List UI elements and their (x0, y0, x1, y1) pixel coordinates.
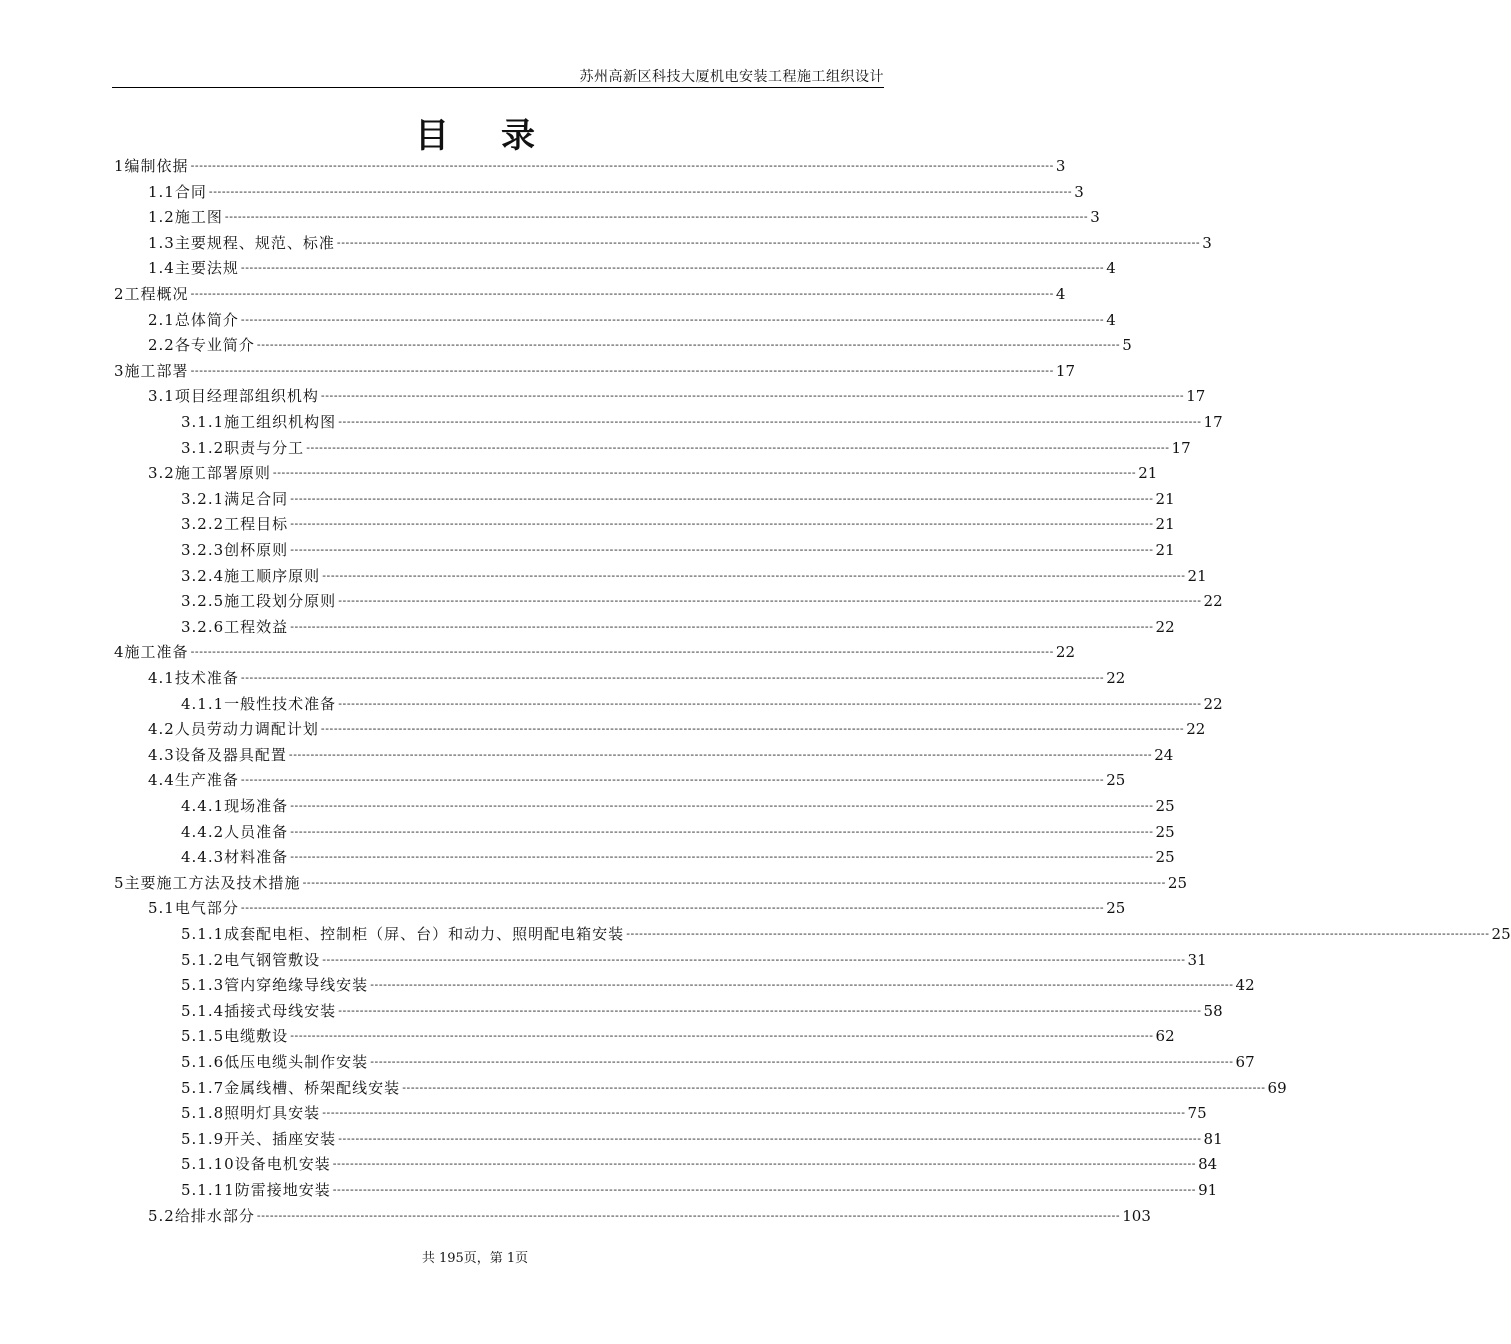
toc-entry-page: 91 (1198, 1181, 1218, 1199)
toc-entry-title: 材料准备 (224, 848, 289, 867)
toc-entry-number: 3.2.4 (181, 566, 225, 585)
toc-dot-leader: -------------------------------------------------------------------------------------------------------------------------------------------------------------------------------------------------------- (336, 235, 1201, 249)
toc-entry-page: 4 (1106, 310, 1116, 329)
toc-dot-leader: -------------------------------------------------------------------------------------------------------------------------------------------------------------------------------------------------------- (320, 389, 1185, 403)
toc-entry-page: 22 (1186, 720, 1206, 739)
toc-entry-title: 工程效益 (224, 617, 289, 636)
toc-entry-number: 2 (114, 285, 125, 303)
toc-entry-number: 5.1.9 (181, 1129, 225, 1148)
toc-entry-number: 5.1.8 (181, 1104, 225, 1123)
toc-entry-title: 创杯原则 (224, 541, 289, 559)
toc-entry-title: 管内穿绝缘导线安装 (224, 976, 369, 995)
toc-entry-page: 17 (1055, 361, 1076, 380)
toc-entry-title: 主要规程、规范、标准 (174, 233, 335, 252)
toc-entry-page: 22 (1055, 643, 1076, 662)
toc-entry-number: 4.4.3 (181, 848, 225, 867)
toc-entry-number: 2.1 (148, 310, 175, 329)
toc-entry-number: 3 (114, 361, 125, 380)
toc-entry-page: 4 (1055, 285, 1066, 303)
toc-entry-number: 5.1 (148, 899, 175, 918)
toc-entry-page: 81 (1203, 1129, 1223, 1148)
toc-entry-title: 给排水部分 (174, 1206, 255, 1225)
toc-entry-title: 照明灯具安装 (224, 1104, 321, 1123)
toc-entry[interactable] (181, 693, 1223, 715)
toc-entry-page: 21 (1138, 464, 1158, 483)
toc-entry-number: 3.2.3 (181, 541, 225, 559)
toc-entry[interactable] (148, 718, 1206, 740)
toc-entry-title: 电缆敷设 (224, 1027, 289, 1046)
toc-entry-title: 设备及器具配置 (174, 745, 287, 764)
toc-entry-title: 金属线槽、桥架配线安装 (224, 1078, 401, 1097)
toc-entry[interactable] (181, 795, 1175, 817)
toc-entry-page: 75 (1187, 1104, 1207, 1123)
toc-entry-title: 施工部署 (124, 361, 189, 380)
toc-entry-page: 22 (1106, 669, 1126, 687)
toc-dot-leader: -------------------------------------------------------------------------------------------------------------------------------------------------------------------------------------------------------- (322, 568, 1186, 582)
toc-dot-leader: -------------------------------------------------------------------------------------------------------------------------------------------------------------------------------------------------------- (256, 1208, 1121, 1222)
toc-entry-page: 22 (1155, 617, 1175, 636)
toc-entry-page: 4 (1106, 259, 1116, 278)
toc-dot-leader: -------------------------------------------------------------------------------------------------------------------------------------------------------------------------------------------------------- (240, 671, 1105, 684)
toc-entry[interactable] (181, 1025, 1175, 1047)
toc-entry[interactable] (181, 539, 1175, 561)
toc-entry[interactable] (148, 1205, 1151, 1227)
toc-entry-title: 设备电机安装 (234, 1155, 331, 1174)
toc-entry-page: 21 (1155, 489, 1175, 508)
toc-entry[interactable] (181, 411, 1223, 433)
toc-dot-leader: -------------------------------------------------------------------------------------------------------------------------------------------------------------------------------------------------------- (370, 978, 1234, 992)
toc-entry-number: 4.3 (148, 745, 175, 764)
toc-entry[interactable] (148, 667, 1126, 689)
toc-entry[interactable] (148, 769, 1126, 791)
toc-entry-page: 22 (1203, 694, 1223, 713)
toc-dot-leader: -------------------------------------------------------------------------------------------------------------------------------------------------------------------------------------------------------- (338, 1003, 1202, 1017)
toc-entry-title: 施工顺序原则 (224, 566, 321, 585)
toc-entry-title: 防雷接地安装 (234, 1181, 331, 1199)
toc-entry[interactable] (181, 590, 1223, 612)
toc-dot-leader: -------------------------------------------------------------------------------------------------------------------------------------------------------------------------------------------------------- (190, 287, 1054, 300)
toc-entry-number: 3.2 (148, 464, 175, 483)
toc-entry-number: 1.4 (148, 259, 175, 278)
toc-entry-page: 17 (1186, 387, 1206, 406)
toc-entry-title: 施工准备 (124, 643, 189, 662)
toc-entry-number: 5.1.5 (181, 1027, 225, 1046)
toc-entry-number: 3.2.5 (181, 592, 225, 611)
toc-entry[interactable] (181, 1000, 1223, 1022)
toc-entry-title: 合同 (174, 182, 207, 201)
toc-entry-title: 施工段划分原则 (224, 592, 337, 611)
toc-entry-title: 人员准备 (224, 822, 289, 841)
toc-entry-page: 5 (1122, 336, 1132, 355)
toc-entry-page: 25 (1167, 873, 1188, 892)
toc-dot-leader: -------------------------------------------------------------------------------------------------------------------------------------------------------------------------------------------------------- (332, 1157, 1197, 1171)
toc-entry[interactable] (148, 334, 1132, 356)
toc-entry[interactable] (181, 1153, 1218, 1175)
toc-dot-leader: -------------------------------------------------------------------------------------------------------------------------------------------------------------------------------------------------------- (288, 747, 1153, 761)
toc-entry-page: 25 (1106, 899, 1126, 918)
toc-entry-number: 4.4.1 (181, 797, 225, 815)
toc-entry-title: 总体简介 (174, 310, 239, 329)
toc-dot-leader: -------------------------------------------------------------------------------------------------------------------------------------------------------------------------------------------------------- (290, 824, 1154, 838)
toc-entry-title: 一般性技术准备 (224, 694, 337, 713)
toc-entry[interactable] (148, 385, 1206, 407)
toc-entry-number: 1.3 (148, 233, 175, 252)
toc-dot-leader: -------------------------------------------------------------------------------------------------------------------------------------------------------------------------------------------------------- (290, 491, 1154, 505)
toc-entry-page: 25 (1155, 848, 1175, 867)
toc-entry[interactable] (148, 257, 1116, 279)
toc-entry-number: 4 (114, 643, 125, 662)
toc-entry[interactable] (148, 206, 1100, 228)
toc-entry-number: 5.1.4 (181, 1001, 225, 1020)
toc-entry-title: 电气钢管敷设 (224, 950, 321, 969)
toc-entry-title: 施工部署原则 (174, 464, 271, 483)
toc-entry-title: 工程目标 (224, 515, 289, 534)
toc-entry-title: 满足合同 (224, 489, 289, 508)
toc-entry-title: 编制依据 (124, 157, 189, 175)
toc-dot-leader: -------------------------------------------------------------------------------------------------------------------------------------------------------------------------------------------------------- (338, 696, 1202, 710)
toc-entry[interactable] (114, 283, 1066, 305)
toc-entry-page: 103 (1122, 1206, 1151, 1225)
toc-entry[interactable] (181, 437, 1191, 459)
toc-dot-leader: -------------------------------------------------------------------------------------------------------------------------------------------------------------------------------------------------------- (302, 875, 1166, 889)
toc-entry-page: 84 (1198, 1155, 1218, 1174)
toc-entry[interactable] (181, 1128, 1223, 1150)
toc-entry-title: 插接式母线安装 (224, 1001, 337, 1020)
toc-entry-page: 21 (1187, 566, 1207, 585)
toc-entry-page: 3 (1074, 182, 1084, 201)
toc-entry-page: 21 (1155, 515, 1175, 534)
toc-entry-page: 25 (1491, 925, 1511, 943)
toc-entry[interactable] (148, 462, 1158, 484)
toc-dot-leader: -------------------------------------------------------------------------------------------------------------------------------------------------------------------------------------------------------- (332, 1183, 1197, 1196)
toc-entry[interactable] (181, 974, 1255, 996)
toc-entry-number: 1.1 (148, 182, 175, 201)
toc-entry-number: 4.4 (148, 771, 175, 790)
toc-entry-title: 各专业简介 (174, 336, 255, 355)
toc-entry-number: 3.2.6 (181, 617, 225, 636)
toc-dot-leader: -------------------------------------------------------------------------------------------------------------------------------------------------------------------------------------------------------- (290, 517, 1154, 531)
toc-entry-number: 5.2 (148, 1206, 175, 1225)
toc-entry-number: 5.1.2 (181, 950, 225, 969)
toc-entry-number: 3.1.2 (181, 438, 225, 457)
toc-dot-leader: -------------------------------------------------------------------------------------------------------------------------------------------------------------------------------------------------------- (240, 773, 1105, 787)
toc-dot-leader: -------------------------------------------------------------------------------------------------------------------------------------------------------------------------------------------------------- (626, 927, 1490, 940)
toc-entry[interactable] (114, 360, 1076, 382)
toc-entry-page: 58 (1203, 1001, 1223, 1020)
toc-entry-page: 25 (1155, 797, 1175, 815)
toc-entry[interactable] (181, 923, 1511, 945)
toc-entry[interactable] (181, 1179, 1218, 1201)
toc-entry-page: 42 (1235, 976, 1255, 995)
toc-entry-number: 5.1.6 (181, 1053, 225, 1071)
toc-entry-page: 31 (1187, 950, 1207, 969)
toc-entry-page: 25 (1155, 822, 1175, 841)
toc-entry[interactable] (181, 1051, 1255, 1073)
toc-entry-title: 施工组织机构图 (224, 413, 337, 431)
toc-entry-number: 5.1.10 (181, 1155, 235, 1174)
toc-entry-page: 17 (1171, 438, 1191, 457)
toc-dot-leader: -------------------------------------------------------------------------------------------------------------------------------------------------------------------------------------------------------- (370, 1055, 1234, 1068)
toc-entry[interactable] (181, 949, 1207, 971)
toc-entry[interactable] (181, 1102, 1207, 1124)
toc-dot-leader: -------------------------------------------------------------------------------------------------------------------------------------------------------------------------------------------------------- (240, 901, 1105, 915)
toc-entry-number: 3.2.2 (181, 515, 225, 534)
toc-entry-title: 技术准备 (174, 669, 239, 687)
running-header: 苏州高新区科技大厦机电安装工程施工组织设计 (579, 69, 884, 85)
toc-entry[interactable] (114, 872, 1188, 894)
toc-entry-title: 项目经理部组织机构 (174, 387, 319, 406)
toc-dot-leader: -------------------------------------------------------------------------------------------------------------------------------------------------------------------------------------------------------- (322, 1106, 1186, 1120)
toc-entry[interactable] (181, 616, 1175, 638)
toc-entry-number: 4.1 (148, 669, 175, 687)
toc-dot-leader: -------------------------------------------------------------------------------------------------------------------------------------------------------------------------------------------------------- (272, 466, 1137, 480)
toc-entry-number: 4.4.2 (181, 822, 225, 841)
toc-entry[interactable] (148, 232, 1212, 254)
toc-dot-leader: -------------------------------------------------------------------------------------------------------------------------------------------------------------------------------------------------------- (290, 799, 1154, 812)
toc-entry[interactable] (148, 744, 1174, 766)
toc-dot-leader: -------------------------------------------------------------------------------------------------------------------------------------------------------------------------------------------------------- (290, 850, 1154, 864)
toc-dot-leader: -------------------------------------------------------------------------------------------------------------------------------------------------------------------------------------------------------- (338, 415, 1202, 428)
toc-entry-number: 2.2 (148, 336, 175, 355)
toc-entry[interactable] (181, 565, 1207, 587)
toc-entry-page: 69 (1267, 1078, 1287, 1097)
toc-entry-title: 主要法规 (174, 259, 239, 278)
toc-entry-title: 现场准备 (224, 797, 289, 815)
toc-dot-leader: -------------------------------------------------------------------------------------------------------------------------------------------------------------------------------------------------------- (256, 338, 1121, 352)
toc-entry-title: 开关、插座安装 (224, 1129, 337, 1148)
toc-dot-leader: -------------------------------------------------------------------------------------------------------------------------------------------------------------------------------------------------------- (190, 363, 1054, 377)
toc-entry-page: 22 (1203, 592, 1223, 611)
toc-entry-page: 25 (1106, 771, 1126, 790)
toc-dot-leader: -------------------------------------------------------------------------------------------------------------------------------------------------------------------------------------------------------- (338, 1131, 1202, 1145)
toc-entry-title: 低压电缆头制作安装 (224, 1053, 369, 1071)
toc-dot-leader: -------------------------------------------------------------------------------------------------------------------------------------------------------------------------------------------------------- (290, 543, 1154, 556)
toc-dot-leader: -------------------------------------------------------------------------------------------------------------------------------------------------------------------------------------------------------- (290, 1029, 1154, 1043)
toc-entry-number: 4.2 (148, 720, 175, 739)
toc-entry-number: 5.1.7 (181, 1078, 225, 1097)
toc-dot-leader: -------------------------------------------------------------------------------------------------------------------------------------------------------------------------------------------------------- (320, 722, 1185, 736)
toc-entry-page: 62 (1155, 1027, 1175, 1046)
toc-entry[interactable] (148, 897, 1126, 919)
toc-entry[interactable] (114, 155, 1066, 177)
toc-entry-number: 5.1.3 (181, 976, 225, 995)
toc-entry-page: 17 (1203, 413, 1223, 431)
toc-entry[interactable] (114, 641, 1076, 663)
toc-dot-leader: -------------------------------------------------------------------------------------------------------------------------------------------------------------------------------------------------------- (322, 952, 1186, 966)
toc-entry-title: 生产准备 (174, 771, 239, 790)
toc-entry-page: 21 (1155, 541, 1175, 559)
toc-entry[interactable] (148, 181, 1084, 203)
toc-entry-title: 施工图 (174, 208, 223, 227)
toc-dot-leader: -------------------------------------------------------------------------------------------------------------------------------------------------------------------------------------------------------- (240, 312, 1105, 326)
toc-dot-leader: -------------------------------------------------------------------------------------------------------------------------------------------------------------------------------------------------------- (208, 184, 1073, 198)
toc-dot-leader: -------------------------------------------------------------------------------------------------------------------------------------------------------------------------------------------------------- (290, 619, 1154, 633)
toc-entry-title: 电气部分 (174, 899, 239, 918)
toc-dot-leader: -------------------------------------------------------------------------------------------------------------------------------------------------------------------------------------------------------- (338, 594, 1202, 608)
toc-entry-number: 1 (114, 157, 125, 175)
toc-entry-number: 3.2.1 (181, 489, 225, 508)
toc-entry-number: 3.1 (148, 387, 175, 406)
toc-entry-title: 成套配电柜、控制柜（屏、台）和动力、照明配电箱安装 (224, 925, 625, 943)
toc-entry[interactable] (148, 309, 1116, 331)
toc-dot-leader: -------------------------------------------------------------------------------------------------------------------------------------------------------------------------------------------------------- (402, 1080, 1266, 1094)
toc-entry[interactable] (181, 821, 1175, 843)
toc-entry-page: 67 (1235, 1053, 1255, 1071)
toc-entry[interactable] (181, 1077, 1287, 1099)
toc-entry-title: 职责与分工 (224, 438, 305, 457)
toc-entry-number: 4.1.1 (181, 694, 225, 713)
toc-dot-leader: -------------------------------------------------------------------------------------------------------------------------------------------------------------------------------------------------------- (224, 210, 1089, 224)
toc-entry-page: 24 (1154, 745, 1174, 764)
toc-entry-page: 3 (1055, 157, 1066, 175)
toc-entry-title: 工程概况 (124, 285, 189, 303)
toc-dot-leader: -------------------------------------------------------------------------------------------------------------------------------------------------------------------------------------------------------- (240, 261, 1105, 275)
toc-entry-page: 3 (1090, 208, 1100, 227)
toc-entry[interactable] (181, 846, 1175, 868)
toc-entry-title: 主要施工方法及技术措施 (124, 873, 301, 892)
toc-entry-title: 人员劳动力调配计划 (174, 720, 319, 739)
toc-entry-page: 3 (1202, 233, 1212, 252)
toc-entry-number: 3.1.1 (181, 413, 225, 431)
toc-entry-number: 5.1.1 (181, 925, 225, 943)
toc-entry[interactable] (181, 488, 1175, 510)
toc-dot-leader: -------------------------------------------------------------------------------------------------------------------------------------------------------------------------------------------------------- (306, 440, 1170, 454)
toc-entry[interactable] (181, 513, 1175, 535)
toc-entry-number: 5 (114, 873, 125, 892)
toc-entry-number: 1.2 (148, 208, 175, 227)
header-divider (112, 87, 884, 88)
page-title: 目录 (415, 116, 587, 156)
toc-entry-number: 5.1.11 (181, 1181, 235, 1199)
page-footer: 共 195页，第 1页 (421, 1251, 529, 1266)
toc-dot-leader: -------------------------------------------------------------------------------------------------------------------------------------------------------------------------------------------------------- (190, 645, 1054, 659)
toc-dot-leader: -------------------------------------------------------------------------------------------------------------------------------------------------------------------------------------------------------- (190, 159, 1054, 172)
